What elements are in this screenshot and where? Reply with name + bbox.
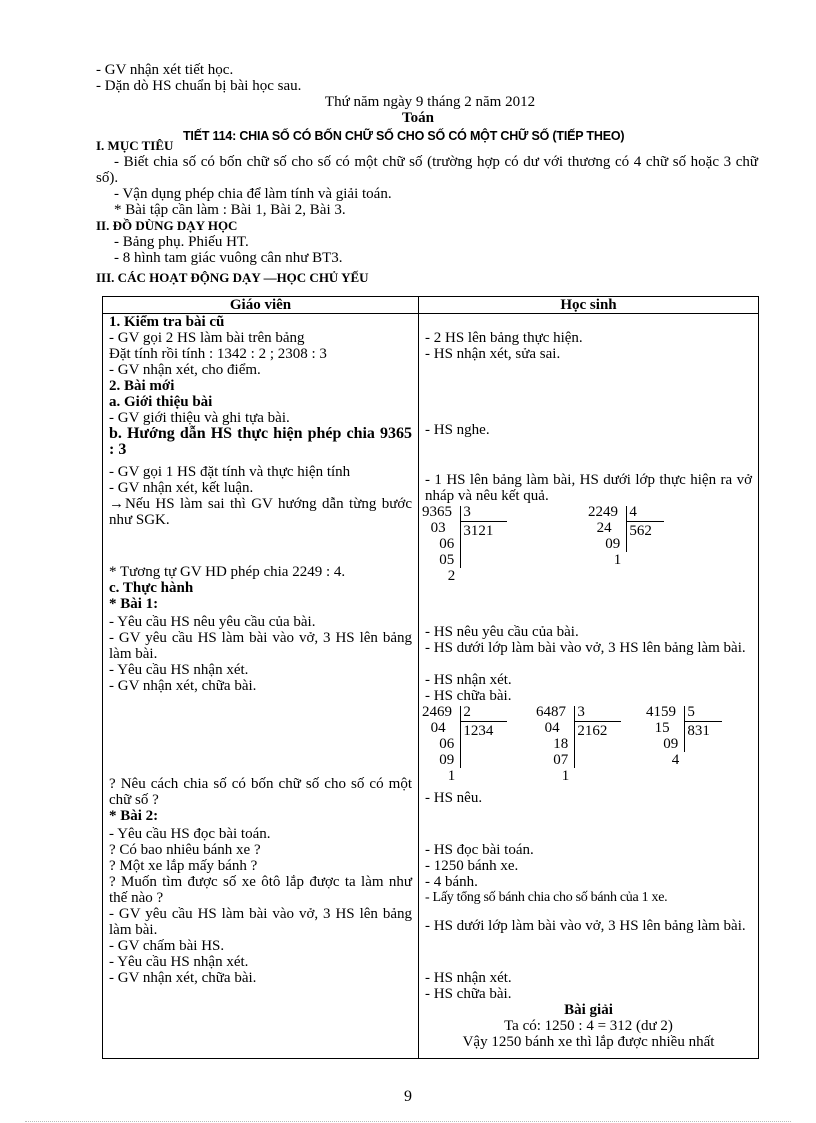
- teacher-line: - Yêu cầu HS nêu yêu cầu của bài.: [109, 614, 316, 630]
- student-line: - HS đọc bài toán.: [425, 842, 534, 858]
- section-title: a. Giới thiệu bài: [109, 394, 213, 410]
- division-step: 1: [561, 768, 570, 784]
- division-step: 06: [439, 536, 455, 552]
- teacher-column-header: Giáo viên: [103, 297, 419, 314]
- section-title: 1. Kiểm tra bài cũ: [109, 314, 225, 330]
- division-step: 2: [447, 568, 456, 584]
- teacher-line: - GV gọi 1 HS đặt tính và thực hiện tính: [109, 464, 351, 480]
- activities-heading: III. CÁC HOẠT ĐỘNG DẠY —HỌC CHỦ YẾU: [96, 270, 369, 285]
- division-horizontal-bar: [574, 721, 620, 722]
- quotient: 2162: [577, 723, 608, 739]
- student-line: - HS dưới lớp làm bài vào vở, 3 HS lên bảng làm bài.: [425, 640, 746, 656]
- teacher-line: - GV giới thiệu và ghi tựa bài.: [109, 410, 290, 426]
- teacher-line: Đặt tính rồi tính : 1342 : 2 ; 2308 : 3: [109, 346, 327, 362]
- division-vertical-bar: [684, 706, 685, 752]
- division-step: 04: [544, 720, 560, 736]
- teacher-line: - GV nhận xét, chữa bài.: [109, 678, 257, 694]
- student-line: - HS nêu yêu cầu của bài.: [425, 624, 579, 640]
- student-line: - 1 HS lên bảng làm bài, HS dưới lớp thực hiện ra vở nháp và nêu kết quả.: [425, 472, 752, 504]
- division-step: 15: [654, 720, 670, 736]
- division-horizontal-bar: [460, 521, 506, 522]
- student-line: - 4 bánh.: [425, 874, 478, 890]
- dividend: 2469: [422, 704, 452, 720]
- section-title: c. Thực hành: [109, 580, 194, 596]
- dividend: 4159: [646, 704, 676, 720]
- student-line: - HS nhận xét, sửa sai.: [425, 346, 561, 362]
- exercise-title: * Bài 2:: [109, 808, 159, 824]
- division-vertical-bar: [460, 506, 461, 568]
- student-line: - HS nhận xét.: [425, 970, 512, 986]
- student-column-header: Học sinh: [419, 297, 759, 314]
- materials-item-1: - Bảng phụ. Phiếu HT.: [114, 234, 249, 250]
- student-line: - 2 HS lên bảng thực hiện.: [425, 330, 583, 346]
- divisor: 5: [687, 704, 695, 720]
- division-step: 09: [663, 736, 679, 752]
- division-vertical-bar: [574, 706, 575, 768]
- division-step: 06: [439, 736, 455, 752]
- objectives-heading: I. MỤC TIÊU: [96, 138, 174, 153]
- division-vertical-bar: [460, 706, 461, 768]
- quotient: 3121: [463, 523, 494, 539]
- teacher-line: ? Muốn tìm được số xe ôtô lắp được ta làm như thế nào ?: [109, 874, 412, 906]
- teacher-line: - GV nhận xét, chữa bài.: [109, 970, 257, 986]
- divisor: 4: [629, 504, 637, 520]
- teacher-cell: [103, 314, 419, 1059]
- teacher-line: - GV nhận xét, kết luận.: [109, 480, 254, 496]
- teacher-line: - Yêu cầu HS đọc bài toán.: [109, 826, 271, 842]
- divisor: 3: [577, 704, 585, 720]
- section-title: b. Hướng dẫn HS thực hiện phép chia 9365 : 3: [109, 425, 412, 458]
- student-cell: [419, 314, 759, 1059]
- teacher-line: - GV gọi 2 HS làm bài trên bảng: [109, 330, 305, 346]
- teacher-line: * Tương tự GV HD phép chia 2249 : 4.: [109, 564, 346, 580]
- teacher-line: - GV nhận xét, cho điểm.: [109, 362, 261, 378]
- dividend: 9365: [422, 504, 452, 520]
- materials-heading: II. ĐỒ DÙNG DẠY HỌC: [96, 218, 238, 233]
- division-horizontal-bar: [684, 721, 722, 722]
- student-line: - 1250 bánh xe.: [425, 858, 519, 874]
- division-horizontal-bar: [626, 521, 664, 522]
- division-step: 4: [671, 752, 680, 768]
- quotient: 831: [687, 723, 710, 739]
- lesson-table: [102, 296, 759, 1059]
- quotient: 562: [629, 523, 652, 539]
- teacher-line: Nếu HS làm sai thì GV hướng dẫn từng bước như SGK.: [109, 496, 412, 528]
- division-horizontal-bar: [460, 721, 506, 722]
- divisor: 3: [463, 504, 471, 520]
- division-step: 24: [596, 520, 612, 536]
- dividend: 2249: [588, 504, 618, 520]
- student-line: - HS chữa bài.: [425, 688, 512, 704]
- solution-line: Vậy 1250 bánh xe thì lắp được nhiều nhất: [462, 1034, 715, 1050]
- solution-title: Bài giải: [564, 1002, 613, 1018]
- quotient: 1234: [463, 723, 494, 739]
- arrow-icon: →: [109, 496, 124, 512]
- division-step: 09: [439, 752, 455, 768]
- teacher-line: ? Một xe lắp mấy bánh ?: [109, 858, 258, 874]
- solution-line: Ta có: 1250 : 4 = 312 (dư 2): [504, 1018, 673, 1034]
- student-line: - HS chữa bài.: [425, 986, 512, 1002]
- division-step: 18: [553, 736, 569, 752]
- division-group-1: [422, 504, 756, 594]
- subject-title: Toán: [402, 110, 434, 126]
- exercise-title: * Bài 1:: [109, 596, 159, 612]
- division-step: 05: [439, 552, 455, 568]
- footer-divider: [25, 1121, 791, 1122]
- divisor: 2: [463, 704, 471, 720]
- lesson-title: TIẾT 114: CHIA SỐ CÓ BỐN CHỮ SỐ CHO SỐ CÓ MỘT CHỮ SỐ (TIẾP THEO): [183, 129, 625, 143]
- division-step: 09: [605, 536, 621, 552]
- teacher-line: ? Có bao nhiêu bánh xe ?: [109, 842, 261, 858]
- student-line: - HS dưới lớp làm bài vào vở, 3 HS lên bảng làm bài.: [425, 918, 746, 934]
- teacher-line: - Yêu cầu HS nhận xét.: [109, 662, 249, 678]
- division-step: 04: [430, 720, 446, 736]
- teacher-line: - GV chấm bài HS.: [109, 938, 225, 954]
- teacher-question: ? Nêu cách chia số có bốn chữ số cho số có một chữ số ?: [109, 776, 412, 808]
- page-number: 9: [404, 1088, 412, 1105]
- header-line-2: - Dặn dò HS chuẩn bị bài học sau.: [96, 78, 302, 94]
- materials-item-2: - 8 hình tam giác vuông cân như BT3.: [114, 250, 343, 266]
- student-line: - HS nhận xét.: [425, 672, 512, 688]
- header-line-1: - GV nhận xét tiết học.: [96, 62, 234, 78]
- division-step: 07: [553, 752, 569, 768]
- teacher-line: - Yêu cầu HS nhận xét.: [109, 954, 249, 970]
- student-line: - HS nêu.: [425, 790, 483, 806]
- division-step: 1: [613, 552, 622, 568]
- objective-item-2: - Vận dụng phép chia để làm tính và giải toán.: [114, 186, 392, 202]
- division-step: 03: [430, 520, 446, 536]
- date-line: Thứ năm ngày 9 tháng 2 năm 2012: [324, 94, 536, 110]
- division-step: 1: [447, 768, 456, 784]
- teacher-line: - GV yêu cầu HS làm bài vào vở, 3 HS lên bảng làm bài.: [109, 906, 412, 938]
- division-group-2: [422, 704, 756, 784]
- section-title: 2. Bài mới: [109, 378, 175, 394]
- dividend: 6487: [536, 704, 566, 720]
- student-line: - HS nghe.: [425, 422, 490, 438]
- objective-item-1: - Biết chia số có bốn chữ số cho số có một chữ số (trường hợp có dư với thương có 4 chữ số hoặc 3 chữ số).: [96, 154, 758, 186]
- division-vertical-bar: [626, 506, 627, 552]
- objective-item-3: * Bài tập cần làm : Bài 1, Bài 2, Bài 3.: [114, 202, 346, 218]
- teacher-line: - GV yêu cầu HS làm bài vào vở, 3 HS lên bảng làm bài.: [109, 630, 412, 662]
- student-line: - Lấy tổng số bánh chia cho số bánh của 1 xe.: [425, 890, 668, 905]
